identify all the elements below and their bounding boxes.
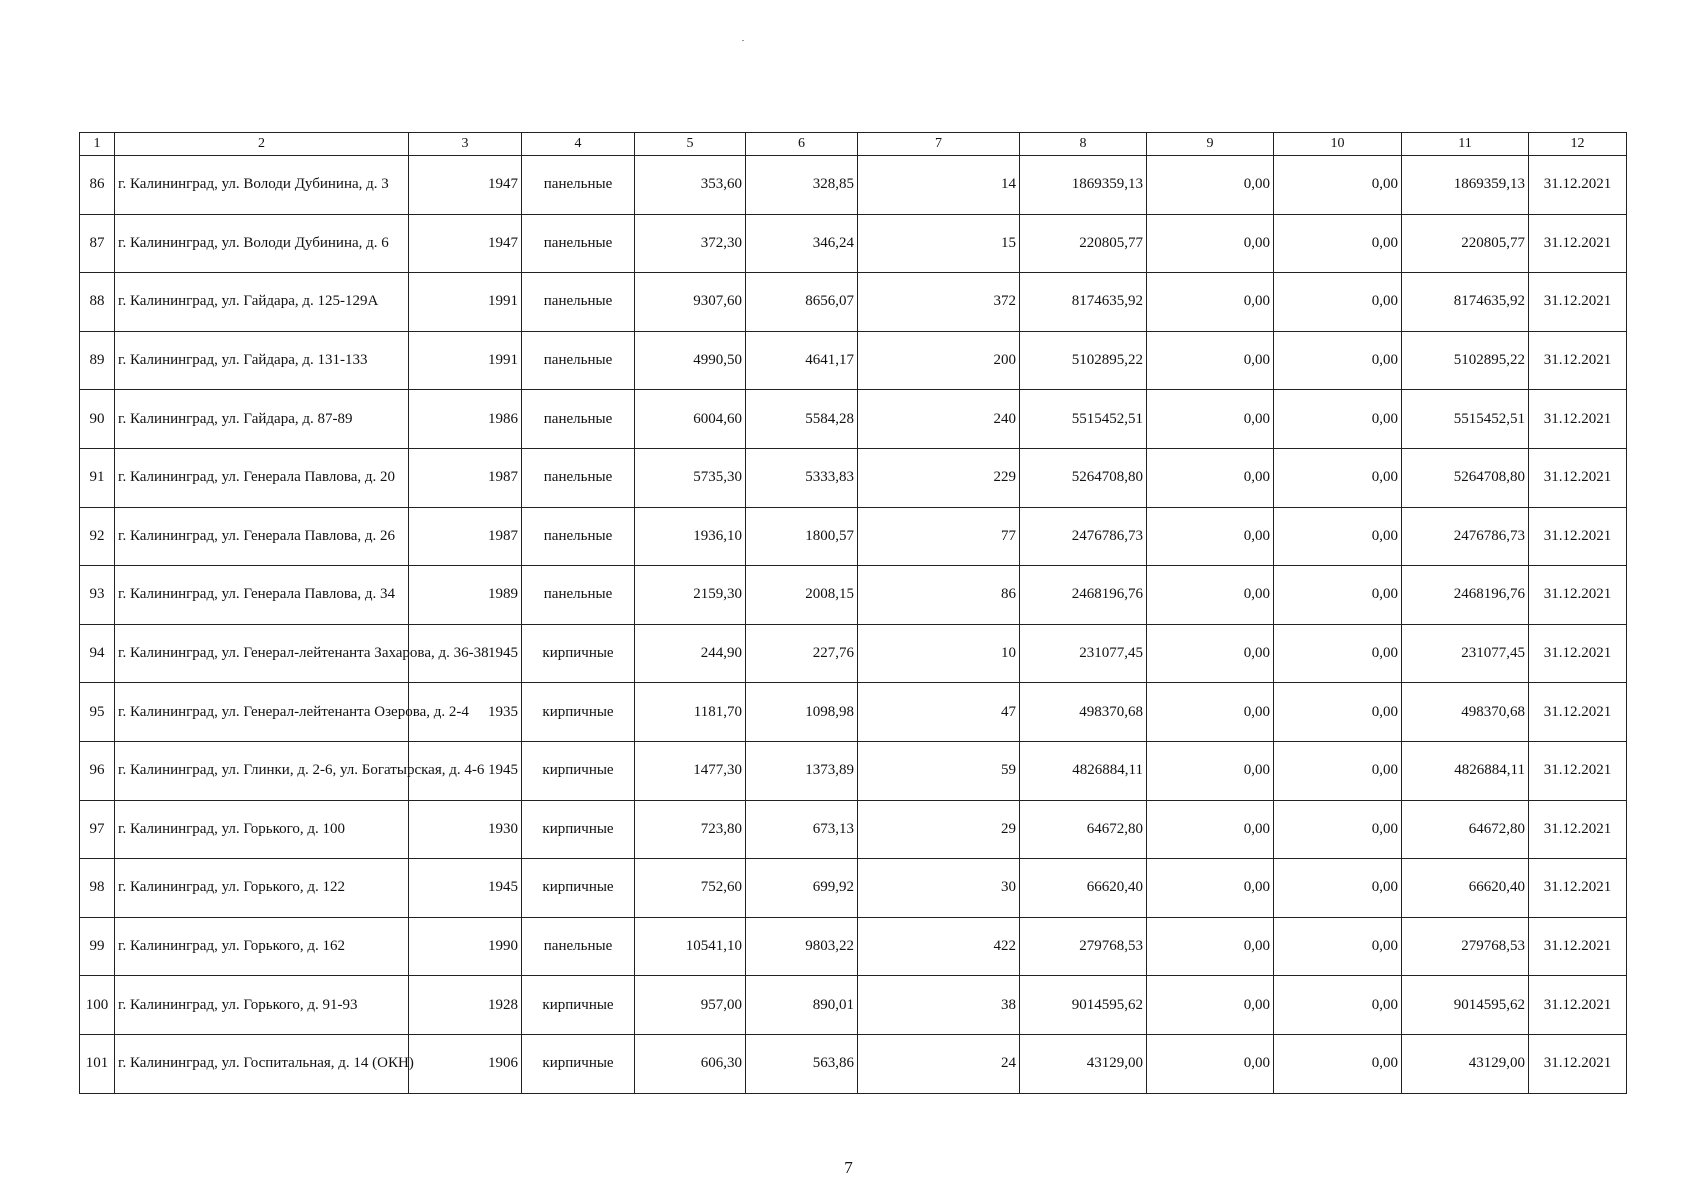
table-body bbox=[80, 156, 1627, 1094]
year-built-cell: 1991 bbox=[409, 331, 522, 390]
address-cell: г. Калининград, ул. Генерала Павлова, д. 20 bbox=[115, 448, 409, 507]
column-header: 3 bbox=[409, 133, 522, 156]
address-cell: г. Калининград, ул. Горького, д. 122 bbox=[115, 859, 409, 918]
cost-fund-cell: 0,00 bbox=[1147, 1034, 1274, 1093]
column-header: 1 bbox=[80, 133, 115, 156]
row-number-cell: 91 bbox=[80, 448, 115, 507]
area-living-cell: 1098,98 bbox=[746, 683, 858, 742]
deadline-date-cell: 31.12.2021 bbox=[1529, 156, 1627, 215]
table-row bbox=[80, 917, 1627, 976]
cost-fund-cell: 0,00 bbox=[1147, 800, 1274, 859]
row-number-cell: 93 bbox=[80, 566, 115, 625]
area-total-cell: 723,80 bbox=[635, 800, 746, 859]
deadline-date-cell: 31.12.2021 bbox=[1529, 507, 1627, 566]
year-built-cell: 1935 bbox=[409, 683, 522, 742]
area-total-cell: 9307,60 bbox=[635, 273, 746, 332]
cost-fund-cell: 0,00 bbox=[1147, 156, 1274, 215]
address-cell: г. Калининград, ул. Горького, д. 100 bbox=[115, 800, 409, 859]
cost-total-cell: 9014595,62 bbox=[1020, 976, 1147, 1035]
cost-fund-cell: 0,00 bbox=[1147, 448, 1274, 507]
column-header: 5 bbox=[635, 133, 746, 156]
column-header: 12 bbox=[1529, 133, 1627, 156]
cost-total-cell: 220805,77 bbox=[1020, 214, 1147, 273]
cost-fund-cell: 0,00 bbox=[1147, 273, 1274, 332]
area-total-cell: 1477,30 bbox=[635, 741, 746, 800]
address-cell: г. Калининград, ул. Госпитальная, д. 14 (ОКН) bbox=[115, 1034, 409, 1093]
table-row bbox=[80, 859, 1627, 918]
deadline-date-cell: 31.12.2021 bbox=[1529, 448, 1627, 507]
table-row bbox=[80, 624, 1627, 683]
area-living-cell: 5333,83 bbox=[746, 448, 858, 507]
cost-fund-cell: 0,00 bbox=[1147, 214, 1274, 273]
cost-owners-cell: 4826884,11 bbox=[1402, 741, 1529, 800]
cost-other-cell: 0,00 bbox=[1274, 917, 1402, 976]
row-number-cell: 101 bbox=[80, 1034, 115, 1093]
area-total-cell: 353,60 bbox=[635, 156, 746, 215]
address-cell: г. Калининград, ул. Володи Дубинина, д. 3 bbox=[115, 156, 409, 215]
cost-total-cell: 43129,00 bbox=[1020, 1034, 1147, 1093]
cost-other-cell: 0,00 bbox=[1274, 156, 1402, 215]
year-built-cell: 1947 bbox=[409, 214, 522, 273]
cost-owners-cell: 64672,80 bbox=[1402, 800, 1529, 859]
cost-other-cell: 0,00 bbox=[1274, 214, 1402, 273]
scan-speck bbox=[742, 40, 744, 41]
wall-material-cell: панельные bbox=[522, 331, 635, 390]
wall-material-cell: панельные bbox=[522, 448, 635, 507]
table-row bbox=[80, 156, 1627, 215]
residents-count-cell: 77 bbox=[858, 507, 1020, 566]
residents-count-cell: 14 bbox=[858, 156, 1020, 215]
cost-other-cell: 0,00 bbox=[1274, 507, 1402, 566]
cost-total-cell: 66620,40 bbox=[1020, 859, 1147, 918]
cost-owners-cell: 8174635,92 bbox=[1402, 273, 1529, 332]
cost-total-cell: 5102895,22 bbox=[1020, 331, 1147, 390]
deadline-date-cell: 31.12.2021 bbox=[1529, 800, 1627, 859]
deadline-date-cell: 31.12.2021 bbox=[1529, 624, 1627, 683]
cost-fund-cell: 0,00 bbox=[1147, 976, 1274, 1035]
table-row bbox=[80, 800, 1627, 859]
residents-count-cell: 30 bbox=[858, 859, 1020, 918]
address-cell: г. Калининград, ул. Горького, д. 91-93 bbox=[115, 976, 409, 1035]
table-row bbox=[80, 741, 1627, 800]
cost-owners-cell: 2468196,76 bbox=[1402, 566, 1529, 625]
deadline-date-cell: 31.12.2021 bbox=[1529, 214, 1627, 273]
cost-total-cell: 5264708,80 bbox=[1020, 448, 1147, 507]
address-cell: г. Калининград, ул. Генерал-лейтенанта Озерова, д. 2-4 bbox=[115, 683, 409, 742]
table-row bbox=[80, 273, 1627, 332]
cost-other-cell: 0,00 bbox=[1274, 390, 1402, 449]
area-living-cell: 2008,15 bbox=[746, 566, 858, 625]
area-total-cell: 372,30 bbox=[635, 214, 746, 273]
area-living-cell: 673,13 bbox=[746, 800, 858, 859]
address-cell: г. Калининград, ул. Генерал-лейтенанта Захарова, д. 36-38 bbox=[115, 624, 409, 683]
area-total-cell: 4990,50 bbox=[635, 331, 746, 390]
residents-count-cell: 372 bbox=[858, 273, 1020, 332]
area-total-cell: 5735,30 bbox=[635, 448, 746, 507]
address-cell: г. Калининград, ул. Володи Дубинина, д. 6 bbox=[115, 214, 409, 273]
cost-fund-cell: 0,00 bbox=[1147, 331, 1274, 390]
cost-total-cell: 1869359,13 bbox=[1020, 156, 1147, 215]
residents-count-cell: 38 bbox=[858, 976, 1020, 1035]
row-number-cell: 92 bbox=[80, 507, 115, 566]
area-total-cell: 10541,10 bbox=[635, 917, 746, 976]
cost-owners-cell: 9014595,62 bbox=[1402, 976, 1529, 1035]
cost-fund-cell: 0,00 bbox=[1147, 390, 1274, 449]
cost-other-cell: 0,00 bbox=[1274, 1034, 1402, 1093]
wall-material-cell: кирпичные bbox=[522, 1034, 635, 1093]
cost-total-cell: 8174635,92 bbox=[1020, 273, 1147, 332]
residents-count-cell: 240 bbox=[858, 390, 1020, 449]
cost-owners-cell: 5515452,51 bbox=[1402, 390, 1529, 449]
row-number-cell: 99 bbox=[80, 917, 115, 976]
wall-material-cell: кирпичные bbox=[522, 859, 635, 918]
year-built-cell: 1990 bbox=[409, 917, 522, 976]
wall-material-cell: кирпичные bbox=[522, 683, 635, 742]
address-cell: г. Калининград, ул. Гайдара, д. 131-133 bbox=[115, 331, 409, 390]
year-built-cell: 1991 bbox=[409, 273, 522, 332]
cost-total-cell: 5515452,51 bbox=[1020, 390, 1147, 449]
wall-material-cell: кирпичные bbox=[522, 800, 635, 859]
cost-total-cell: 4826884,11 bbox=[1020, 741, 1147, 800]
area-living-cell: 699,92 bbox=[746, 859, 858, 918]
cost-owners-cell: 1869359,13 bbox=[1402, 156, 1529, 215]
wall-material-cell: панельные bbox=[522, 156, 635, 215]
area-total-cell: 2159,30 bbox=[635, 566, 746, 625]
year-built-cell: 1945 bbox=[409, 624, 522, 683]
cost-total-cell: 64672,80 bbox=[1020, 800, 1147, 859]
area-living-cell: 1800,57 bbox=[746, 507, 858, 566]
deadline-date-cell: 31.12.2021 bbox=[1529, 390, 1627, 449]
cost-other-cell: 0,00 bbox=[1274, 741, 1402, 800]
cost-other-cell: 0,00 bbox=[1274, 331, 1402, 390]
cost-other-cell: 0,00 bbox=[1274, 800, 1402, 859]
year-built-cell: 1930 bbox=[409, 800, 522, 859]
address-cell: г. Калининград, ул. Гайдара, д. 125-129А bbox=[115, 273, 409, 332]
cost-fund-cell: 0,00 bbox=[1147, 741, 1274, 800]
deadline-date-cell: 31.12.2021 bbox=[1529, 566, 1627, 625]
cost-other-cell: 0,00 bbox=[1274, 566, 1402, 625]
residents-count-cell: 200 bbox=[858, 331, 1020, 390]
cost-other-cell: 0,00 bbox=[1274, 683, 1402, 742]
cost-owners-cell: 2476786,73 bbox=[1402, 507, 1529, 566]
residents-count-cell: 422 bbox=[858, 917, 1020, 976]
deadline-date-cell: 31.12.2021 bbox=[1529, 859, 1627, 918]
table-row bbox=[80, 507, 1627, 566]
deadline-date-cell: 31.12.2021 bbox=[1529, 741, 1627, 800]
cost-total-cell: 231077,45 bbox=[1020, 624, 1147, 683]
cost-other-cell: 0,00 bbox=[1274, 976, 1402, 1035]
deadline-date-cell: 31.12.2021 bbox=[1529, 917, 1627, 976]
residents-count-cell: 10 bbox=[858, 624, 1020, 683]
table-row bbox=[80, 331, 1627, 390]
address-cell: г. Калининград, ул. Генерала Павлова, д. 34 bbox=[115, 566, 409, 625]
address-cell: г. Калининград, ул. Гайдара, д. 87-89 bbox=[115, 390, 409, 449]
row-number-cell: 90 bbox=[80, 390, 115, 449]
row-number-cell: 98 bbox=[80, 859, 115, 918]
area-living-cell: 4641,17 bbox=[746, 331, 858, 390]
wall-material-cell: панельные bbox=[522, 390, 635, 449]
wall-material-cell: кирпичные bbox=[522, 741, 635, 800]
deadline-date-cell: 31.12.2021 bbox=[1529, 273, 1627, 332]
column-header: 8 bbox=[1020, 133, 1147, 156]
cost-owners-cell: 5264708,80 bbox=[1402, 448, 1529, 507]
cost-owners-cell: 498370,68 bbox=[1402, 683, 1529, 742]
deadline-date-cell: 31.12.2021 bbox=[1529, 331, 1627, 390]
table-row bbox=[80, 976, 1627, 1035]
year-built-cell: 1906 bbox=[409, 1034, 522, 1093]
column-header: 2 bbox=[115, 133, 409, 156]
area-living-cell: 563,86 bbox=[746, 1034, 858, 1093]
wall-material-cell: панельные bbox=[522, 273, 635, 332]
area-living-cell: 346,24 bbox=[746, 214, 858, 273]
column-header: 10 bbox=[1274, 133, 1402, 156]
column-header: 11 bbox=[1402, 133, 1529, 156]
cost-owners-cell: 220805,77 bbox=[1402, 214, 1529, 273]
area-total-cell: 606,30 bbox=[635, 1034, 746, 1093]
row-number-cell: 94 bbox=[80, 624, 115, 683]
deadline-date-cell: 31.12.2021 bbox=[1529, 683, 1627, 742]
wall-material-cell: панельные bbox=[522, 507, 635, 566]
cost-total-cell: 2476786,73 bbox=[1020, 507, 1147, 566]
residents-count-cell: 229 bbox=[858, 448, 1020, 507]
residents-count-cell: 15 bbox=[858, 214, 1020, 273]
cost-total-cell: 2468196,76 bbox=[1020, 566, 1147, 625]
cost-fund-cell: 0,00 bbox=[1147, 859, 1274, 918]
cost-owners-cell: 231077,45 bbox=[1402, 624, 1529, 683]
table-row bbox=[80, 683, 1627, 742]
area-total-cell: 1181,70 bbox=[635, 683, 746, 742]
row-number-cell: 100 bbox=[80, 976, 115, 1035]
year-built-cell: 1987 bbox=[409, 448, 522, 507]
column-header: 9 bbox=[1147, 133, 1274, 156]
area-living-cell: 5584,28 bbox=[746, 390, 858, 449]
area-total-cell: 957,00 bbox=[635, 976, 746, 1035]
wall-material-cell: панельные bbox=[522, 917, 635, 976]
area-living-cell: 328,85 bbox=[746, 156, 858, 215]
table-row bbox=[80, 1034, 1627, 1093]
deadline-date-cell: 31.12.2021 bbox=[1529, 976, 1627, 1035]
column-header: 4 bbox=[522, 133, 635, 156]
area-total-cell: 6004,60 bbox=[635, 390, 746, 449]
area-living-cell: 8656,07 bbox=[746, 273, 858, 332]
year-built-cell: 1928 bbox=[409, 976, 522, 1035]
area-total-cell: 1936,10 bbox=[635, 507, 746, 566]
cost-fund-cell: 0,00 bbox=[1147, 507, 1274, 566]
residents-count-cell: 24 bbox=[858, 1034, 1020, 1093]
column-header: 7 bbox=[858, 133, 1020, 156]
cost-fund-cell: 0,00 bbox=[1147, 917, 1274, 976]
cost-other-cell: 0,00 bbox=[1274, 448, 1402, 507]
wall-material-cell: кирпичные bbox=[522, 976, 635, 1035]
page-number: 7 bbox=[844, 1158, 853, 1177]
column-number-row bbox=[80, 133, 1627, 156]
row-number-cell: 86 bbox=[80, 156, 115, 215]
year-built-cell: 1947 bbox=[409, 156, 522, 215]
cost-other-cell: 0,00 bbox=[1274, 273, 1402, 332]
table-row bbox=[80, 566, 1627, 625]
address-cell: г. Калининград, ул. Глинки, д. 2-6, ул. Богатырская, д. 4-6 bbox=[115, 741, 409, 800]
area-total-cell: 244,90 bbox=[635, 624, 746, 683]
area-living-cell: 9803,22 bbox=[746, 917, 858, 976]
cost-fund-cell: 0,00 bbox=[1147, 624, 1274, 683]
housing-registry-table bbox=[79, 132, 1627, 1094]
table-row bbox=[80, 390, 1627, 449]
wall-material-cell: кирпичные bbox=[522, 624, 635, 683]
year-built-cell: 1945 bbox=[409, 859, 522, 918]
area-living-cell: 1373,89 bbox=[746, 741, 858, 800]
column-header: 6 bbox=[746, 133, 858, 156]
cost-owners-cell: 66620,40 bbox=[1402, 859, 1529, 918]
area-living-cell: 227,76 bbox=[746, 624, 858, 683]
year-built-cell: 1986 bbox=[409, 390, 522, 449]
row-number-cell: 97 bbox=[80, 800, 115, 859]
wall-material-cell: панельные bbox=[522, 214, 635, 273]
residents-count-cell: 47 bbox=[858, 683, 1020, 742]
residents-count-cell: 86 bbox=[858, 566, 1020, 625]
residents-count-cell: 59 bbox=[858, 741, 1020, 800]
cost-fund-cell: 0,00 bbox=[1147, 566, 1274, 625]
row-number-cell: 95 bbox=[80, 683, 115, 742]
residents-count-cell: 29 bbox=[858, 800, 1020, 859]
area-total-cell: 752,60 bbox=[635, 859, 746, 918]
deadline-date-cell: 31.12.2021 bbox=[1529, 1034, 1627, 1093]
wall-material-cell: панельные bbox=[522, 566, 635, 625]
year-built-cell: 1945 bbox=[409, 741, 522, 800]
area-living-cell: 890,01 bbox=[746, 976, 858, 1035]
address-cell: г. Калининград, ул. Генерала Павлова, д. 26 bbox=[115, 507, 409, 566]
row-number-cell: 89 bbox=[80, 331, 115, 390]
row-number-cell: 87 bbox=[80, 214, 115, 273]
year-built-cell: 1989 bbox=[409, 566, 522, 625]
row-number-cell: 96 bbox=[80, 741, 115, 800]
cost-owners-cell: 5102895,22 bbox=[1402, 331, 1529, 390]
cost-total-cell: 498370,68 bbox=[1020, 683, 1147, 742]
table-row bbox=[80, 214, 1627, 273]
row-number-cell: 88 bbox=[80, 273, 115, 332]
cost-other-cell: 0,00 bbox=[1274, 624, 1402, 683]
cost-owners-cell: 279768,53 bbox=[1402, 917, 1529, 976]
year-built-cell: 1987 bbox=[409, 507, 522, 566]
cost-fund-cell: 0,00 bbox=[1147, 683, 1274, 742]
table-row bbox=[80, 448, 1627, 507]
address-cell: г. Калининград, ул. Горького, д. 162 bbox=[115, 917, 409, 976]
cost-owners-cell: 43129,00 bbox=[1402, 1034, 1529, 1093]
cost-total-cell: 279768,53 bbox=[1020, 917, 1147, 976]
cost-other-cell: 0,00 bbox=[1274, 859, 1402, 918]
